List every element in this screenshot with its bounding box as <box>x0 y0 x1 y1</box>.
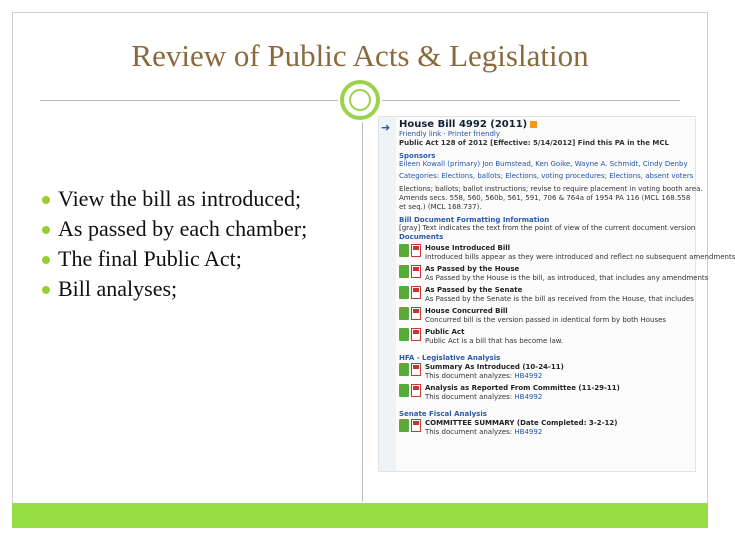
title-divider-left <box>40 100 338 101</box>
public-act-line: Public Act 128 of 2012 [Effective: 5/14/2012] Find this PA in the MCL <box>399 139 669 148</box>
analysis-desc: This document analyzes: <box>425 428 513 437</box>
sfa-label: Senate Fiscal Analysis <box>399 410 487 419</box>
analysis-title[interactable]: Analysis as Reported From Committee (11-29-11) <box>425 384 620 393</box>
bill-description: Amends secs. 558, 560, 560b, 561, 591, 706 & 764a of 1954 PA 116 (MCL 168.558 <box>399 194 691 203</box>
format-info-text: [gray] Text indicates the text from the point of view of the current document version <box>399 223 696 232</box>
bill-page-screenshot <box>378 116 735 472</box>
column-divider <box>362 122 363 502</box>
pdf-icon[interactable] <box>411 265 421 278</box>
screenshot-content <box>399 119 735 437</box>
bullet-item: The final Public Act; <box>40 246 340 272</box>
html-doc-icon[interactable] <box>399 328 409 341</box>
arrow-right-icon: ➜ <box>381 121 391 134</box>
screenshot-sidebar <box>379 117 396 471</box>
document-desc: Introduced bills appear as they were introduced and reflect no subsequent amendments <box>425 253 735 262</box>
bill-title-row <box>399 119 693 130</box>
analysis-link[interactable]: HB4992 <box>514 393 543 402</box>
sponsors-list[interactable]: Eileen Kowall (primary) Jon Bumstead, Ken Goike, Wayne A. Schmidt, Cindy Denby <box>399 159 688 168</box>
friendly-links <box>399 130 693 139</box>
bill-description: et seq.) (MCL 168.737). <box>399 203 482 212</box>
analysis-desc: This document analyzes: <box>425 372 513 381</box>
documents-label: Documents <box>399 233 444 242</box>
document-desc: Concurred bill is the version passed in identical form by both Houses <box>425 316 667 325</box>
document-row[interactable] <box>399 244 735 262</box>
document-row[interactable] <box>399 328 693 346</box>
html-doc-icon[interactable] <box>399 419 409 432</box>
document-desc: As Passed by the House is the bill, as introduced, that includes any amendments <box>425 274 709 283</box>
categories-line[interactable]: Categories: Elections, ballots; Elections, voting procedures; Elections, absent voters <box>399 172 694 181</box>
pdf-icon[interactable] <box>411 244 421 257</box>
bullet-item: View the bill as introduced; <box>40 186 340 212</box>
analysis-link[interactable]: HB4992 <box>514 428 543 437</box>
html-doc-icon[interactable] <box>399 384 409 397</box>
bill-title: House Bill 4992 (2011) <box>399 119 528 130</box>
analysis-row[interactable] <box>399 363 693 381</box>
format-info-label: Bill Document Formatting Information <box>399 215 550 224</box>
html-doc-icon[interactable] <box>399 307 409 320</box>
document-title[interactable]: House Introduced Bill <box>425 244 511 253</box>
pdf-icon[interactable] <box>411 286 421 299</box>
sponsors-label: Sponsors <box>399 151 436 160</box>
document-desc: Public Act is a bill that has become law. <box>425 337 564 346</box>
analysis-row[interactable] <box>399 419 693 437</box>
analysis-row[interactable] <box>399 384 693 402</box>
slide-title: Review of Public Acts & Legislation <box>131 38 589 73</box>
document-desc: As Passed by the Senate is the bill as received from the House, that includes <box>425 295 694 304</box>
pdf-icon[interactable] <box>411 328 421 341</box>
bullet-list <box>40 186 340 306</box>
html-doc-icon[interactable] <box>399 265 409 278</box>
analysis-link[interactable]: HB4992 <box>514 372 543 381</box>
document-title[interactable]: House Concurred Bill <box>425 307 508 316</box>
analysis-title[interactable]: COMMITTEE SUMMARY (Date Completed: 3-2-12) <box>425 419 618 428</box>
separator-text: · <box>443 130 448 138</box>
analysis-title[interactable]: Summary As Introduced (10-24-11) <box>425 363 564 372</box>
html-doc-icon[interactable] <box>399 363 409 376</box>
title-divider-right <box>382 100 680 101</box>
pdf-icon[interactable] <box>411 419 421 432</box>
bullet-item: As passed by each chamber; <box>40 216 340 242</box>
footer-bar <box>12 503 708 528</box>
pdf-icon[interactable] <box>411 307 421 320</box>
rss-icon[interactable] <box>530 121 537 128</box>
document-title[interactable]: As Passed by the Senate <box>425 286 523 295</box>
document-row[interactable] <box>399 265 709 283</box>
document-title[interactable]: As Passed by the House <box>425 265 520 274</box>
bill-description: Elections; ballots; ballot instructions; revise to require placement in voting booth area. <box>399 184 703 193</box>
friendly-link[interactable]: Friendly link <box>399 130 442 138</box>
hfa-label: HFA - Legislative Analysis <box>399 354 501 363</box>
bullet-item: Bill analyses; <box>40 276 340 302</box>
ring-ornament <box>340 80 380 120</box>
document-row[interactable] <box>399 286 693 304</box>
document-title[interactable]: Public Act <box>425 328 465 337</box>
pdf-icon[interactable] <box>411 384 421 397</box>
html-doc-icon[interactable] <box>399 286 409 299</box>
html-doc-icon[interactable] <box>399 244 409 257</box>
analysis-desc: This document analyzes: <box>425 393 513 402</box>
pdf-icon[interactable] <box>411 363 421 376</box>
document-row[interactable] <box>399 307 693 325</box>
printer-friendly-link[interactable]: Printer friendly <box>447 130 500 138</box>
